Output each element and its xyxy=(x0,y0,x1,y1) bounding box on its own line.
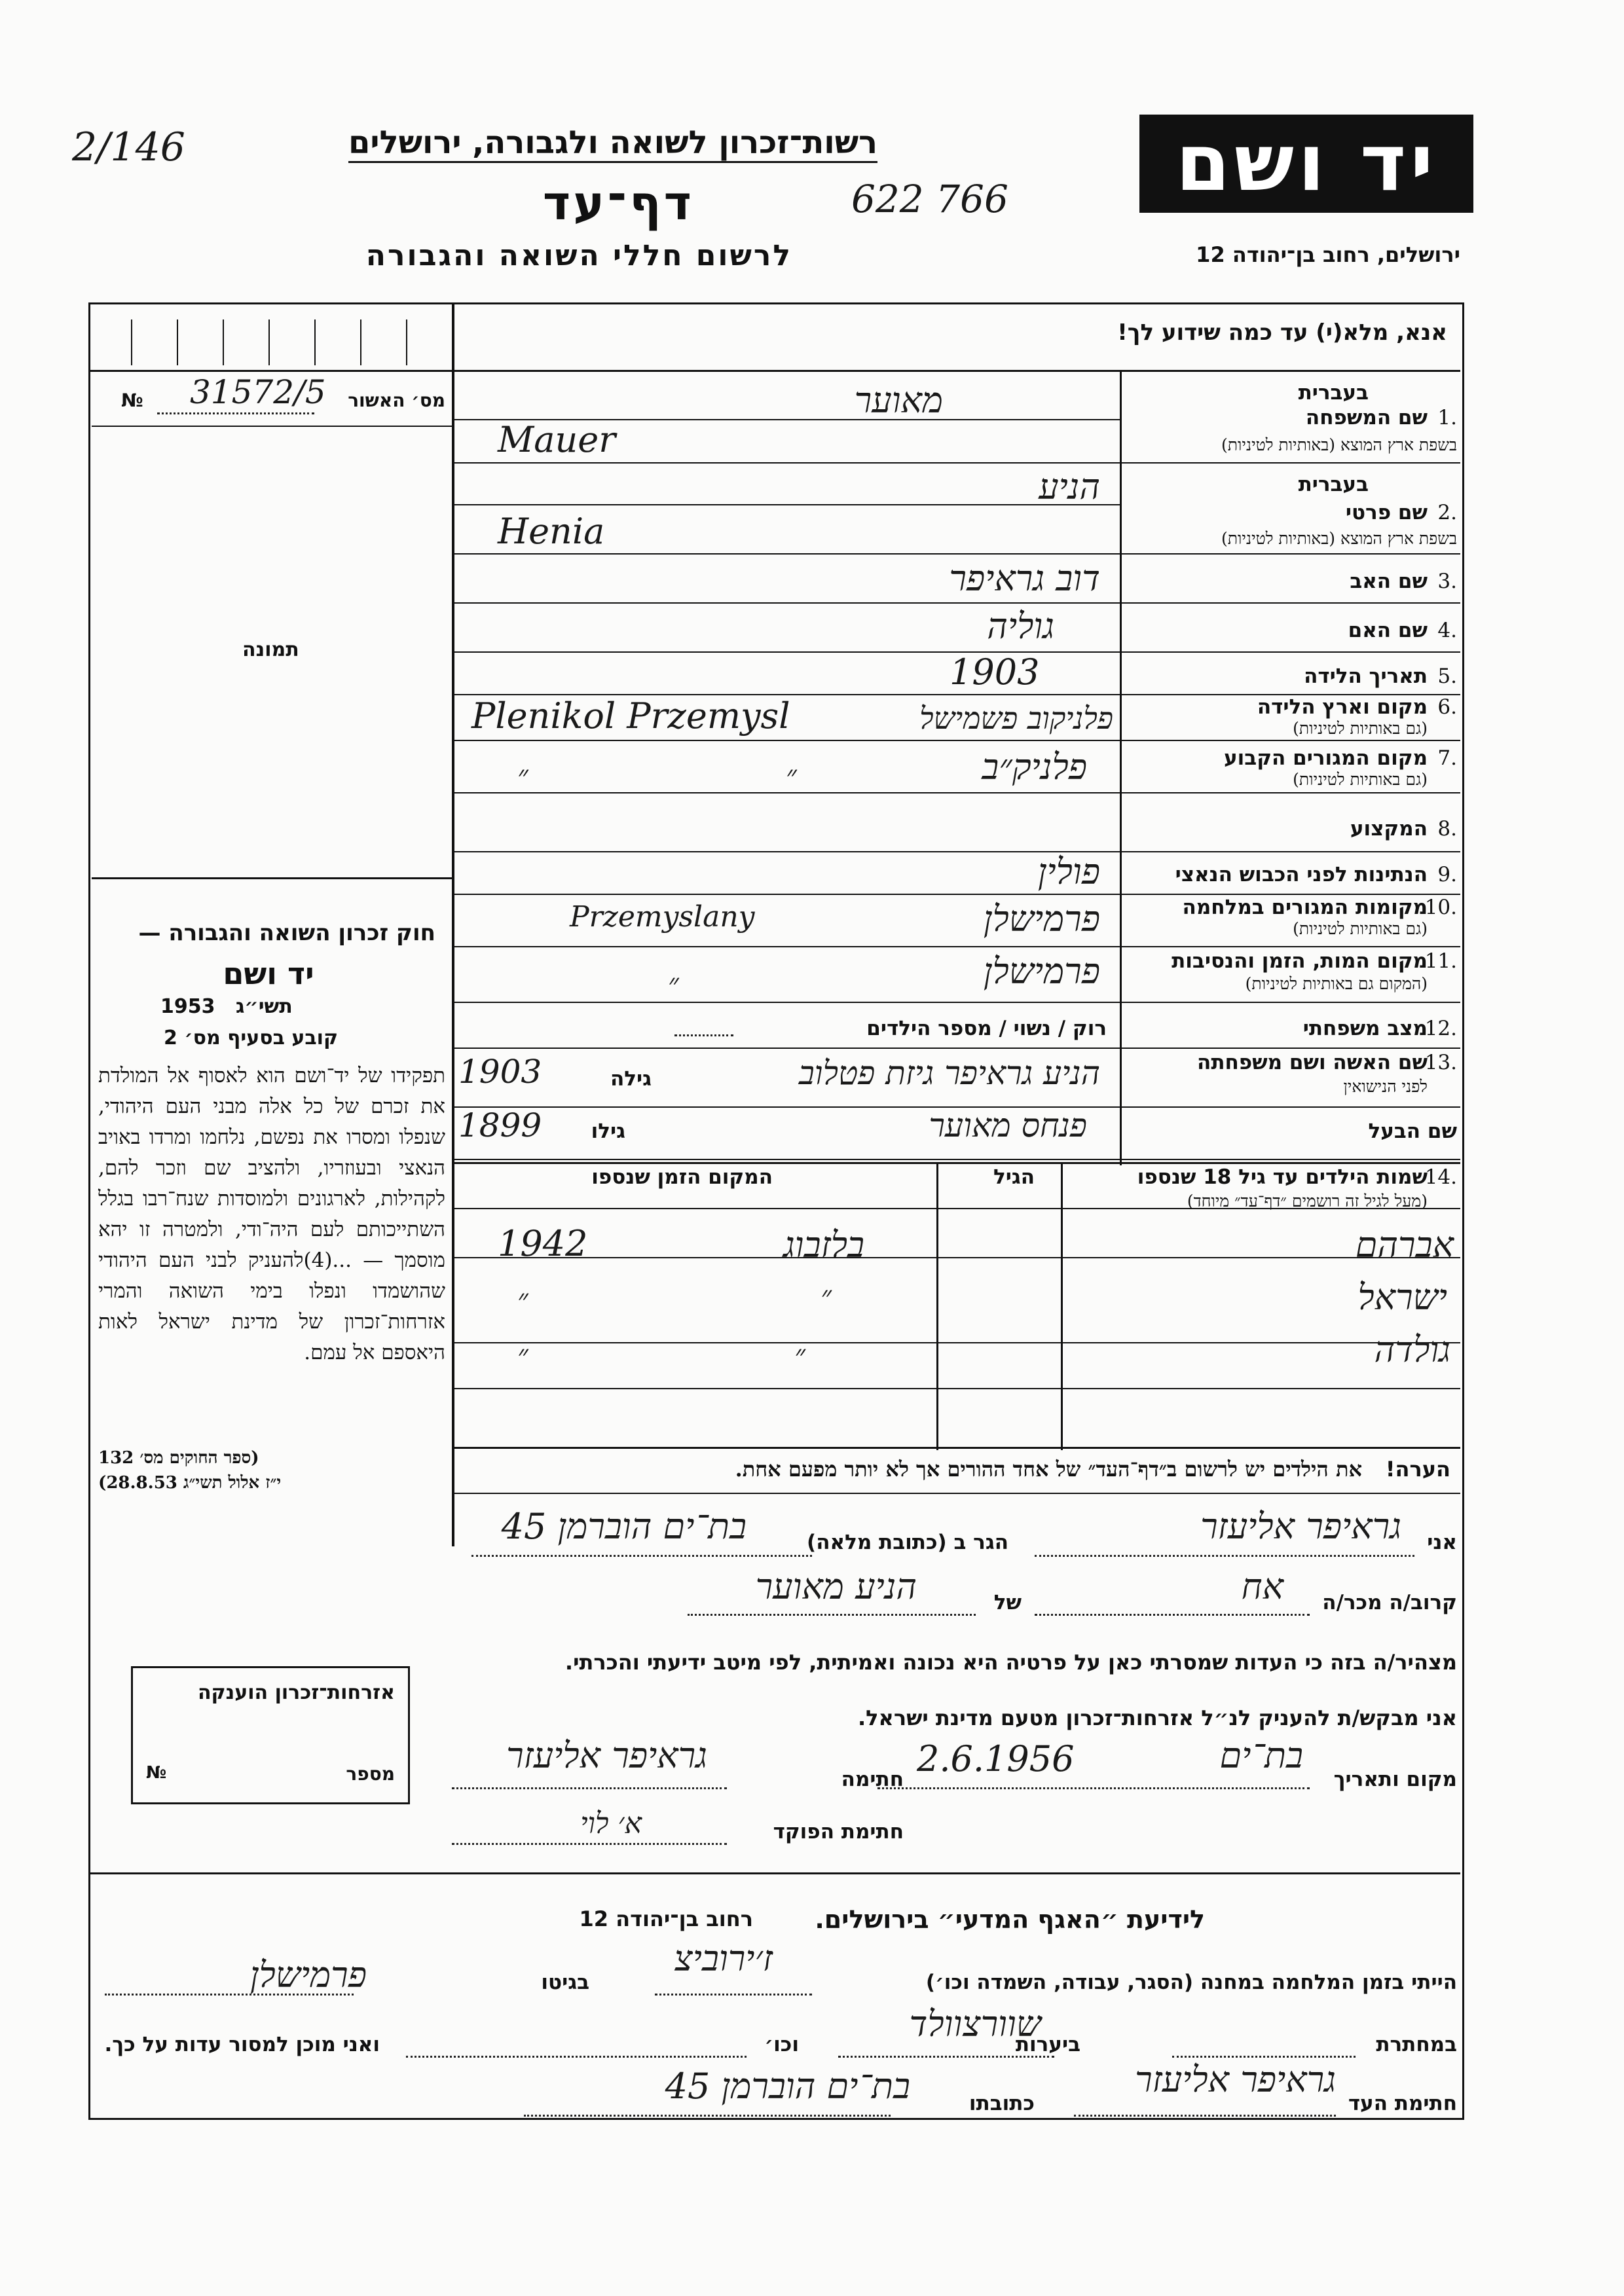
field-6-value: פלניקוב פשמישל xyxy=(919,701,1113,736)
form-subtitle: לרשום חללי השואה והגבורה xyxy=(365,239,792,272)
citizenship-box xyxy=(131,1666,410,1804)
witness-address-value: בת־ים הוברמן 45 xyxy=(665,2066,910,2107)
request-text: אני מבקש/ת להעניק לנ״ל אזרחות־זכרון מטעם מדינת ישראל. xyxy=(858,1705,1457,1730)
field-8-label: המקצוע xyxy=(1350,817,1428,841)
place-value: בת־ים xyxy=(1219,1735,1303,1776)
field-10-number: 10. xyxy=(1424,896,1457,919)
field-11-number: 11. xyxy=(1424,949,1457,973)
field-6-sub: (גם באותיות לטיניות) xyxy=(1293,719,1428,738)
signature-label: חתימה xyxy=(841,1768,904,1791)
field-6-label: מקום וארץ הלידה xyxy=(1257,695,1428,719)
field-7-value: פלניק״ב xyxy=(982,746,1087,788)
field-7-number: 7. xyxy=(1437,746,1457,770)
field-3-number: 3. xyxy=(1437,570,1457,593)
field-11-sub: (המקום גם באותיות לטיניות) xyxy=(1245,974,1428,993)
forests-value: שוורצוולד xyxy=(909,2003,1041,2045)
field-2-heb-tag: בעברית xyxy=(1298,473,1369,496)
declaration-text: מצהיר/ה בזה כי העדות שמסרתי כאן על פרטיה היא נכונה ואמיתית, לפי מיטב ידיעתי והכרתי. xyxy=(564,1650,1457,1675)
field-1-label: שם המשפחה xyxy=(1305,406,1428,429)
field-6-value-latin: Plenikol Przemysl xyxy=(471,695,790,737)
ghetto-label: בגיטו xyxy=(541,1971,589,1994)
children-age-header: הגיל xyxy=(993,1165,1035,1189)
law-ref-2: י״ז אלול תשי״ג 28.8.53) xyxy=(98,1473,282,1493)
approval-label: מס׳ האשור xyxy=(348,390,445,411)
child-3-name: גולדה xyxy=(1374,1329,1450,1370)
witness-sig-value: גראיפר אליעזר xyxy=(1135,2059,1336,2100)
field-1-value-he: מאוער xyxy=(854,380,943,421)
field-2-value-latin: Henia xyxy=(498,511,605,552)
field-10-value-latin: Przemyslany xyxy=(570,900,755,934)
husband-birth-value: 1899 xyxy=(458,1106,542,1144)
header-address: ירושלים, רחוב בן־יהודה 12 xyxy=(1196,242,1460,267)
field-1-heb-tag: בעברית xyxy=(1298,381,1369,405)
place-date-label: מקום ותאריך xyxy=(1333,1768,1457,1791)
tick-boxes xyxy=(92,306,452,369)
field-6-number: 6. xyxy=(1437,695,1457,719)
ghetto-value: פרמישלן xyxy=(249,1954,367,1995)
ready-text: ואני מוכן למסור עדות על כך. xyxy=(104,2033,380,2056)
field-8-number: 8. xyxy=(1437,817,1457,841)
bottom-line1: הייתי בזמן המלחמה במחנה (הסגר, עבודה, השמדה וכו׳) xyxy=(925,1971,1457,1994)
children-sub: (מעל לגיל זה רושמים ״דף־עד״ מיוחד) xyxy=(1187,1192,1428,1211)
child-3-year: ״ xyxy=(517,1339,528,1372)
field-13-label: שם האשה ושם משפחתה xyxy=(1197,1051,1428,1074)
law-title: חוק זכרון השואה והגבורה — xyxy=(138,920,435,946)
bottom-address: רחוב בן־יהודה 12 xyxy=(579,1906,753,1931)
field-3-value: דוב גראיפר xyxy=(949,558,1100,599)
of-value: הניע מאוער xyxy=(755,1566,917,1607)
husband-birth-label: גילו xyxy=(591,1120,625,1143)
field-4-value: גוליה xyxy=(987,606,1054,647)
field-5-number: 5. xyxy=(1437,665,1457,688)
witness-sig-label: חתימת העד xyxy=(1348,2092,1457,2115)
declarant-ani-label: אני xyxy=(1427,1531,1457,1554)
form-title: דף־עד xyxy=(542,175,694,230)
margin-handwriting: 2/146 xyxy=(72,124,185,170)
citizenship-number-label: מספר xyxy=(346,1763,395,1785)
field-3-label: שם האב xyxy=(1350,570,1428,593)
field-12-number: 12. xyxy=(1424,1017,1457,1040)
husband-value: פנחס מאוער xyxy=(929,1106,1087,1144)
etc-label: וכו׳ xyxy=(764,2033,799,2056)
field-11-ditto: ״ xyxy=(668,968,679,1001)
field-12-options: רוק / נשוי / מספר הילדים xyxy=(866,1017,1107,1040)
law-name: יד ושם xyxy=(223,956,314,991)
field-1-value-latin: Mauer xyxy=(498,419,616,460)
field-10-sub: (גם באותיות לטיניות) xyxy=(1293,919,1428,938)
field-10-label: מקומות המגורים במלחמה xyxy=(1182,896,1428,919)
field-7-ditto-2: ״ xyxy=(786,759,797,793)
page-number: 622 766 xyxy=(851,177,1008,221)
photo-label: תמונה xyxy=(242,638,299,661)
field-2-sub: בשפת ארץ המוצא (באותיות לטיניות) xyxy=(1221,529,1457,548)
law-text: תפקידו של יד־ושם הוא לאסוף אל המולדת את זכרם של כל אלה מבני העם היהודי, שנפלו ומסרו את נפשם, נלחמו ומרדו באויב הנאצי ובעוזריו, ולהציב שם וזכר להם, לקהילות, לארגונים ולמוסדות שנח־רבו בגלל השתייכותם לעם היה־ודי, ולמטרה זו יהא מוסמך — ...(4)להעניק לבני העם היהודי שהושמדו ונפלו בימי השואה והמרי אזרחות־זכרון של מדינת ישראל לאות היאספם אל עמם. xyxy=(98,1064,445,1364)
witness-address-label: כתובתו xyxy=(969,2092,1035,2115)
bottom-title: לידיעת ״האגף המדעי״ בירושלים. xyxy=(815,1905,1205,1934)
signature-value: גראיפר אליעזר xyxy=(506,1735,707,1776)
field-13-value: הניע גראיפר גיזת פטלוב xyxy=(798,1054,1100,1092)
citizenship-no-label: № xyxy=(146,1763,167,1783)
field-13-number: 13. xyxy=(1424,1051,1457,1074)
field-1-sub: בשפת ארץ המוצא (באותיות לטיניות) xyxy=(1221,435,1457,454)
citizenship-title: אזרחות־זכרון הוענקה xyxy=(197,1681,395,1704)
field-13-birth-label: גילה xyxy=(610,1067,652,1091)
authority-heading: רשות־זכרון לשואה ולגבורה, ירושלים xyxy=(348,124,877,163)
relative-label: קרוב/ה מכר/ה xyxy=(1322,1591,1457,1614)
child-1-year: 1942 xyxy=(498,1223,588,1264)
declarant-address: בת־ים הוברמן 45 xyxy=(501,1506,747,1547)
husband-label: שם הבעל xyxy=(1368,1120,1457,1143)
field-4-number: 4. xyxy=(1437,619,1457,642)
field-2-label: שם פרטי xyxy=(1345,501,1428,524)
forests-label: ביערות xyxy=(1015,2033,1080,2056)
declarant-name: גראיפר אליעזר xyxy=(1200,1506,1401,1547)
law-clause: קובע בסעיף מס׳ 2 xyxy=(164,1027,339,1049)
children-label: שמות הילדים עד גיל 18 שנספו xyxy=(1137,1165,1428,1189)
field-11-label: מקום המות, הזמן והנסיבות xyxy=(1172,949,1428,973)
resides-label: הגר ב (כתובת מלאה) xyxy=(807,1531,1008,1554)
field-9-number: 9. xyxy=(1437,863,1457,886)
field-9-value: פולין xyxy=(1037,851,1100,892)
approval-no-label: № xyxy=(121,390,143,411)
field-13-sub: לפני הנישואין xyxy=(1343,1077,1428,1096)
intro-instruction: אנא, מלא(י) עד כמה שידוע לך! xyxy=(1117,319,1447,346)
approval-number: 31572/5 xyxy=(190,373,326,411)
yad-vashem-logo: יד ושם xyxy=(1139,115,1473,213)
children-place-header: המקום הזמן שנספו xyxy=(591,1165,773,1189)
law-year-he: תשי״ג xyxy=(236,995,293,1018)
date-value: 2.6.1956 xyxy=(917,1738,1075,1779)
field-7-label: מקום המגורים הקבוע xyxy=(1224,746,1428,770)
note-label: הערה! xyxy=(1385,1457,1450,1482)
field-12-label: מצב משפחתי xyxy=(1302,1017,1428,1040)
field-5-label: תאריך הלידה xyxy=(1304,665,1428,688)
field-7-ditto-1: ״ xyxy=(517,759,528,793)
children-number: 14. xyxy=(1424,1165,1457,1189)
field-7-sub: (גם באותיות לטיניות) xyxy=(1293,770,1428,789)
field-13-birth-value: 1903 xyxy=(458,1053,542,1091)
child-2-place: ״ xyxy=(821,1280,832,1313)
field-10-value: פרמישלן xyxy=(983,898,1100,939)
camp-value: ז׳ירוביצ xyxy=(674,1938,773,1979)
field-2-number: 2. xyxy=(1437,501,1457,524)
note-text: את הילדים יש לרשום ב״דף־העד״ של אחד ההורים אך לא יותר מפעם אחת. xyxy=(735,1457,1362,1482)
child-1-place: בלזבוג xyxy=(783,1224,864,1266)
partisan-label: במחתרת xyxy=(1376,2033,1457,2056)
official-sig-label: חתימת הפוקד xyxy=(773,1820,904,1844)
of-label: של xyxy=(993,1591,1022,1614)
relation-value: אח xyxy=(1241,1566,1283,1607)
law-ref-1: (ספר החוקים מס׳ 132 xyxy=(98,1448,259,1468)
official-sig-value: א׳ לוי xyxy=(580,1807,642,1840)
field-2-value-he: הניע xyxy=(1039,466,1100,507)
law-year: 1953 xyxy=(160,995,215,1018)
field-9-label: הנתינות לפני הכבוש הנאצי xyxy=(1175,863,1428,886)
child-2-year: ״ xyxy=(517,1283,528,1317)
field-11-value: פרמישלן xyxy=(983,951,1100,992)
field-1-number: 1. xyxy=(1437,406,1457,429)
child-1-name: אברהם xyxy=(1355,1224,1454,1266)
child-2-name: ישראל xyxy=(1357,1277,1447,1318)
child-3-place: ״ xyxy=(794,1339,805,1372)
field-4-label: שם האם xyxy=(1348,619,1428,642)
field-5-value: 1903 xyxy=(950,651,1040,693)
